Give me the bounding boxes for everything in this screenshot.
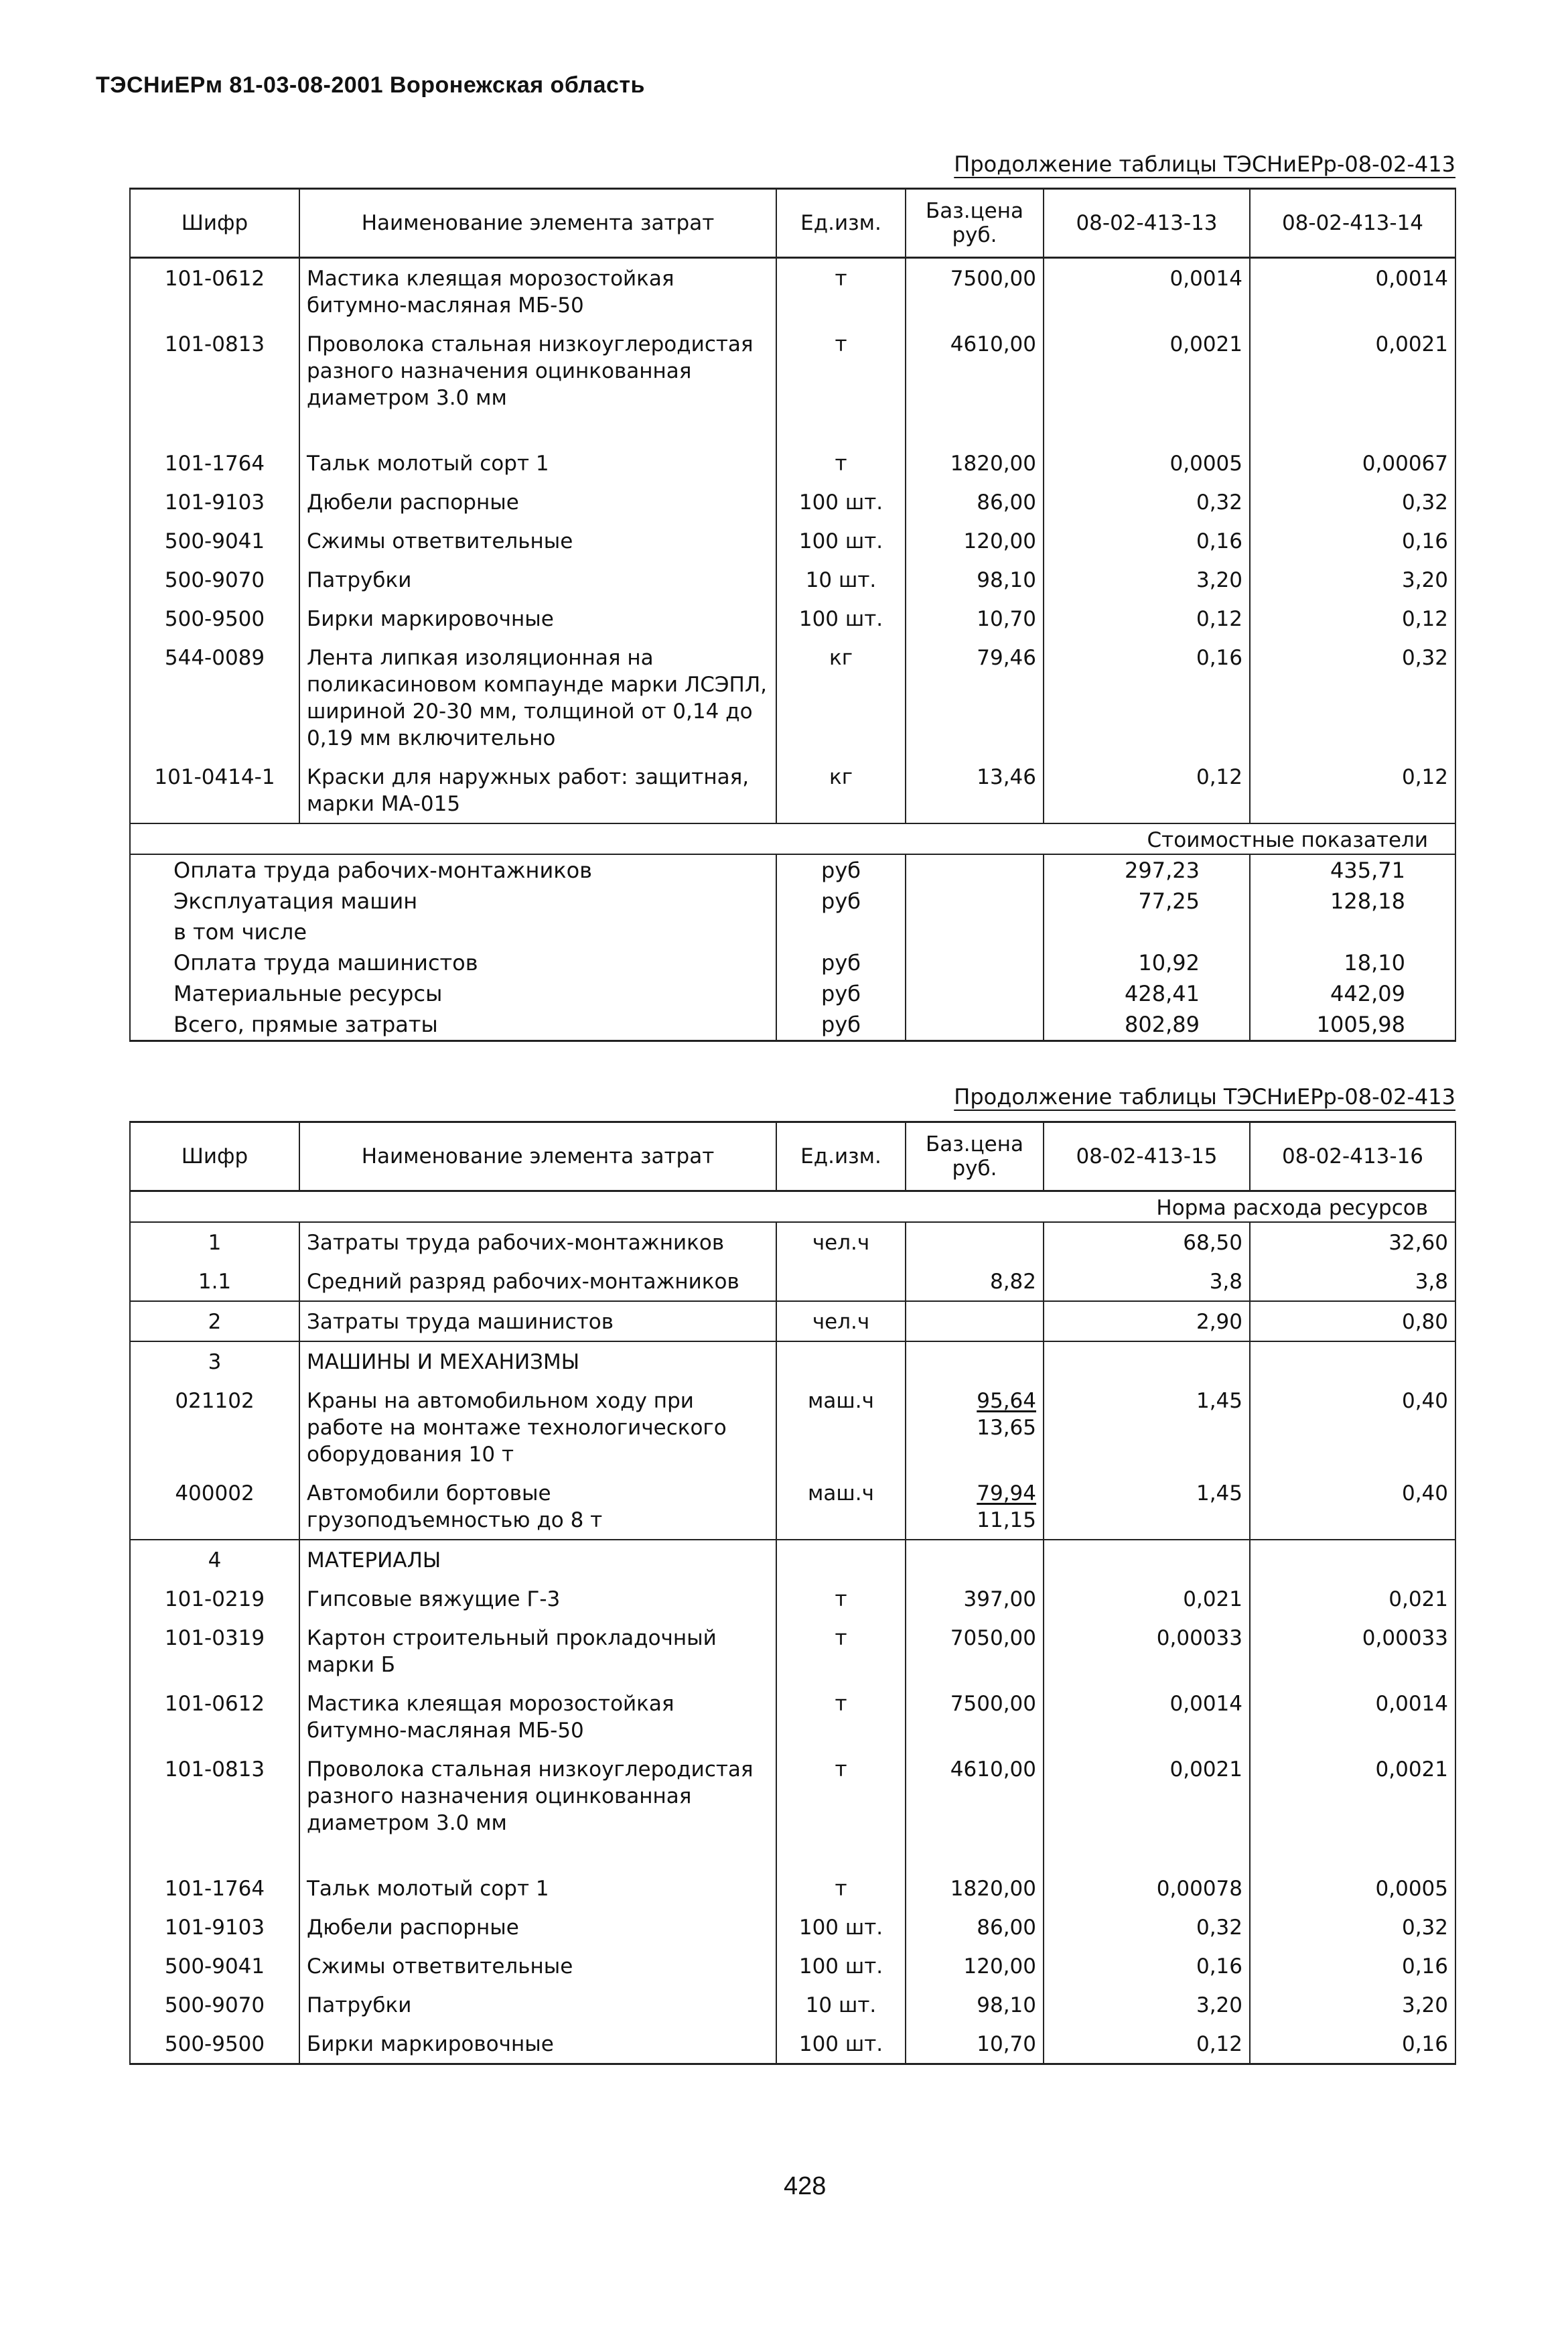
cost-caption: Стоимостные показатели bbox=[130, 823, 1455, 854]
section-title: МАТЕРИАЛЫ bbox=[299, 1540, 776, 1579]
cost-unit: руб bbox=[776, 854, 906, 886]
row-price: 7500,00 bbox=[906, 258, 1044, 325]
cost-price-empty bbox=[906, 854, 1044, 886]
price-header-line1: Баз.цена bbox=[925, 1132, 1024, 1156]
row-code: 2 bbox=[130, 1301, 299, 1341]
row-code: 101-1764 bbox=[130, 1869, 299, 1908]
row-price bbox=[906, 1341, 1044, 1381]
row-unit: кг bbox=[776, 757, 906, 823]
row-value-13: 0,16 bbox=[1044, 521, 1250, 560]
document-header: ТЭСНиЕРм 81-03-08-2001 Воронежская область bbox=[96, 72, 645, 98]
row-price: 397,00 bbox=[906, 1579, 1044, 1618]
row-name: Тальк молотый сорт 1 bbox=[299, 1869, 776, 1908]
row-code: 101-0319 bbox=[130, 1618, 299, 1684]
row-value-15: 0,0021 bbox=[1044, 1749, 1250, 1869]
price-total: 79,94 bbox=[977, 1481, 1036, 1506]
row-value-14: 0,32 bbox=[1250, 638, 1455, 757]
row-code: 544-0089 bbox=[130, 638, 299, 757]
row-price: 4610,00 bbox=[906, 1749, 1044, 1869]
row-name: Средний разряд рабочих-монтажников bbox=[299, 1262, 776, 1301]
price-total: 95,64 bbox=[977, 1389, 1036, 1413]
row-value-16: 0,40 bbox=[1250, 1473, 1455, 1540]
cost-unit: руб bbox=[776, 1009, 906, 1041]
price-header-line1: Баз.цена bbox=[925, 199, 1024, 223]
table-row bbox=[130, 1618, 1455, 1684]
table-row bbox=[130, 1749, 1455, 1869]
row-name: Картон строительный прокладочный марки Б bbox=[299, 1618, 776, 1684]
row-value-16: 0,0014 bbox=[1250, 1684, 1455, 1749]
cost-price-empty bbox=[906, 1009, 1044, 1041]
table-header-row bbox=[130, 189, 1455, 258]
row-price: 1820,00 bbox=[906, 1869, 1044, 1908]
row-name: Дюбели распорные bbox=[299, 482, 776, 521]
row-price: 120,00 bbox=[906, 1946, 1044, 1985]
row-code: 500-9070 bbox=[130, 560, 299, 599]
table-row bbox=[130, 324, 1455, 444]
table-row bbox=[130, 444, 1455, 482]
table-row bbox=[130, 757, 1455, 823]
cost-price-empty bbox=[906, 947, 1044, 978]
cost-label: Оплата труда рабочих-монтажников bbox=[130, 854, 776, 886]
row-price: 10,70 bbox=[906, 2024, 1044, 2064]
row-value-15: 1,45 bbox=[1044, 1381, 1250, 1473]
row-value-14: 0,00067 bbox=[1250, 444, 1455, 482]
row-unit: 100 шт. bbox=[776, 521, 906, 560]
row-value-16: 0,0005 bbox=[1250, 1869, 1455, 1908]
row-name: Проволока стальная низкоуглеродистая разного назначения оцинкованная диаметром 3.0 мм bbox=[299, 324, 776, 444]
row-price bbox=[906, 1381, 1044, 1473]
row-unit: 10 шт. bbox=[776, 1985, 906, 2024]
cost-unit bbox=[776, 917, 906, 947]
row-value-16 bbox=[1250, 1341, 1455, 1381]
row-name: Сжимы ответвительные bbox=[299, 521, 776, 560]
cost-price-empty bbox=[906, 978, 1044, 1009]
cost-value-13: 428,41 bbox=[1044, 978, 1250, 1009]
price-wage: 13,65 bbox=[977, 1416, 1036, 1440]
row-value-16: 0,0021 bbox=[1250, 1749, 1455, 1869]
row-code: 500-9500 bbox=[130, 599, 299, 638]
row-value-14: 0,16 bbox=[1250, 521, 1455, 560]
cost-row bbox=[130, 917, 1455, 947]
row-unit: чел.ч bbox=[776, 1301, 906, 1341]
row-value-13: 3,20 bbox=[1044, 560, 1250, 599]
row-price: 7500,00 bbox=[906, 1684, 1044, 1749]
row-code: 400002 bbox=[130, 1473, 299, 1540]
row-value-13: 0,0014 bbox=[1044, 258, 1250, 325]
row-price: 4610,00 bbox=[906, 324, 1044, 444]
cost-value-14: 435,71 bbox=[1250, 854, 1455, 886]
row-unit: т bbox=[776, 258, 906, 325]
table-row bbox=[130, 1579, 1455, 1618]
table-row bbox=[130, 1908, 1455, 1946]
cost-value-14: 1005,98 bbox=[1250, 1009, 1455, 1041]
table-row bbox=[130, 2024, 1455, 2064]
row-code: 101-0813 bbox=[130, 324, 299, 444]
resource-table-2 bbox=[129, 1121, 1456, 2065]
cost-unit: руб bbox=[776, 947, 906, 978]
row-unit bbox=[776, 1341, 906, 1381]
row-code: 500-9070 bbox=[130, 1985, 299, 2024]
row-name: Мастика клеящая морозостойкая битумно-масляная МБ-50 bbox=[299, 258, 776, 325]
cost-value-13: 802,89 bbox=[1044, 1009, 1250, 1041]
row-unit: т bbox=[776, 1579, 906, 1618]
row-name: Бирки маркировочные bbox=[299, 599, 776, 638]
norm-caption: Норма расхода ресурсов bbox=[130, 1191, 1455, 1223]
row-price: 98,10 bbox=[906, 1985, 1044, 2024]
column-header-price bbox=[906, 1122, 1044, 1191]
row-unit: т bbox=[776, 1869, 906, 1908]
row-unit: 100 шт. bbox=[776, 482, 906, 521]
cost-label: Материальные ресурсы bbox=[130, 978, 776, 1009]
row-price bbox=[906, 1301, 1044, 1341]
row-code: 101-0414-1 bbox=[130, 757, 299, 823]
row-code: 101-1764 bbox=[130, 444, 299, 482]
row-value-16: 0,00033 bbox=[1250, 1618, 1455, 1684]
column-header-code: Шифр bbox=[130, 1122, 299, 1191]
cost-price-empty bbox=[906, 917, 1044, 947]
row-name: Сжимы ответвительные bbox=[299, 1946, 776, 1985]
row-unit: 100 шт. bbox=[776, 1946, 906, 1985]
row-value-14: 3,20 bbox=[1250, 560, 1455, 599]
section-title: МАШИНЫ И МЕХАНИЗМЫ bbox=[299, 1341, 776, 1381]
section-caption-row bbox=[130, 823, 1455, 854]
row-value-16: 0,32 bbox=[1250, 1908, 1455, 1946]
table-row bbox=[130, 258, 1455, 325]
row-price: 10,70 bbox=[906, 599, 1044, 638]
row-value-15: 3,8 bbox=[1044, 1262, 1250, 1301]
row-value-15: 2,90 bbox=[1044, 1301, 1250, 1341]
column-header-14: 08-02-413-14 bbox=[1250, 189, 1455, 258]
row-value-16: 0,021 bbox=[1250, 1579, 1455, 1618]
row-unit: т bbox=[776, 324, 906, 444]
table-caption: Продолжение таблицы ТЭСНиЕРр-08-02-413 bbox=[954, 151, 1455, 177]
row-value-15: 0,00078 bbox=[1044, 1869, 1250, 1908]
row-value-14: 0,32 bbox=[1250, 482, 1455, 521]
column-header-13: 08-02-413-13 bbox=[1044, 189, 1250, 258]
row-name: Лента липкая изоляционная на поликасиновом компаунде марки ЛСЭПЛ, шириной 20-30 мм, толщиной от 0,14 до 0,19 мм включительно bbox=[299, 638, 776, 757]
cost-row bbox=[130, 854, 1455, 886]
table-header-row bbox=[130, 1122, 1455, 1191]
cost-row bbox=[130, 886, 1455, 917]
row-unit: 10 шт. bbox=[776, 560, 906, 599]
column-header-15: 08-02-413-15 bbox=[1044, 1122, 1250, 1191]
cost-value-13: 10,92 bbox=[1044, 947, 1250, 978]
column-header-price bbox=[906, 189, 1044, 258]
row-value-15 bbox=[1044, 1341, 1250, 1381]
row-value-13: 0,0021 bbox=[1044, 324, 1250, 444]
cost-label: Всего, прямые затраты bbox=[130, 1009, 776, 1041]
cost-row bbox=[130, 1009, 1455, 1041]
row-unit: маш.ч bbox=[776, 1473, 906, 1540]
cost-value-14: 442,09 bbox=[1250, 978, 1455, 1009]
row-name: Проволока стальная низкоуглеродистая разного назначения оцинкованная диаметром 3.0 мм bbox=[299, 1749, 776, 1869]
table-row bbox=[130, 1381, 1455, 1473]
page-number: 428 bbox=[784, 2172, 827, 2200]
row-unit bbox=[776, 1540, 906, 1579]
row-price: 86,00 bbox=[906, 1908, 1044, 1946]
row-code: 1.1 bbox=[130, 1262, 299, 1301]
row-price: 86,00 bbox=[906, 482, 1044, 521]
resource-table-1 bbox=[129, 188, 1456, 1042]
row-name: Тальк молотый сорт 1 bbox=[299, 444, 776, 482]
row-code: 500-9500 bbox=[130, 2024, 299, 2064]
column-header-unit: Ед.изм. bbox=[776, 1122, 906, 1191]
row-value-13: 0,12 bbox=[1044, 757, 1250, 823]
cost-value-14: 128,18 bbox=[1250, 886, 1455, 917]
row-value-15: 0,021 bbox=[1044, 1579, 1250, 1618]
column-header-name: Наименование элемента затрат bbox=[299, 189, 776, 258]
row-price: 1820,00 bbox=[906, 444, 1044, 482]
table-row bbox=[130, 1262, 1455, 1301]
row-value-14: 0,0014 bbox=[1250, 258, 1455, 325]
row-unit: 100 шт. bbox=[776, 2024, 906, 2064]
table-row bbox=[130, 560, 1455, 599]
cost-value-13: 77,25 bbox=[1044, 886, 1250, 917]
cost-label: в том числе bbox=[130, 917, 776, 947]
table-row bbox=[130, 1985, 1455, 2024]
row-value-15: 0,32 bbox=[1044, 1908, 1250, 1946]
row-name: Бирки маркировочные bbox=[299, 2024, 776, 2064]
row-value-14: 0,12 bbox=[1250, 599, 1455, 638]
row-price: 7050,00 bbox=[906, 1618, 1044, 1684]
row-code: 101-9103 bbox=[130, 482, 299, 521]
row-code: 3 bbox=[130, 1341, 299, 1381]
column-header-code: Шифр bbox=[130, 189, 299, 258]
row-unit: т bbox=[776, 444, 906, 482]
row-code: 500-9041 bbox=[130, 521, 299, 560]
section-caption-row bbox=[130, 1191, 1455, 1223]
row-name: Патрубки bbox=[299, 1985, 776, 2024]
cost-value-13: 297,23 bbox=[1044, 854, 1250, 886]
section-row bbox=[130, 1341, 1455, 1381]
row-code: 021102 bbox=[130, 1381, 299, 1473]
table-row bbox=[130, 1222, 1455, 1262]
row-unit: кг bbox=[776, 638, 906, 757]
row-value-16: 0,80 bbox=[1250, 1301, 1455, 1341]
cost-value-13 bbox=[1044, 917, 1250, 947]
row-value-13: 0,12 bbox=[1044, 599, 1250, 638]
table-row bbox=[130, 482, 1455, 521]
row-value-16: 0,16 bbox=[1250, 2024, 1455, 2064]
row-value-15: 68,50 bbox=[1044, 1222, 1250, 1262]
row-value-14: 0,0021 bbox=[1250, 324, 1455, 444]
row-value-16 bbox=[1250, 1540, 1455, 1579]
column-header-unit: Ед.изм. bbox=[776, 189, 906, 258]
row-value-13: 0,32 bbox=[1044, 482, 1250, 521]
row-price: 120,00 bbox=[906, 521, 1044, 560]
row-value-15: 0,00033 bbox=[1044, 1618, 1250, 1684]
table-caption: Продолжение таблицы ТЭСНиЕРр-08-02-413 bbox=[954, 1084, 1455, 1110]
column-header-name: Наименование элемента затрат bbox=[299, 1122, 776, 1191]
row-value-15: 0,12 bbox=[1044, 2024, 1250, 2064]
row-name: Дюбели распорные bbox=[299, 1908, 776, 1946]
row-code: 101-0219 bbox=[130, 1579, 299, 1618]
row-price: 98,10 bbox=[906, 560, 1044, 599]
row-code: 1 bbox=[130, 1222, 299, 1262]
cost-label: Эксплуатация машин bbox=[130, 886, 776, 917]
table-row bbox=[130, 599, 1455, 638]
row-unit: т bbox=[776, 1749, 906, 1869]
row-code: 500-9041 bbox=[130, 1946, 299, 1985]
price-header-line2: руб. bbox=[952, 1156, 997, 1181]
section-row bbox=[130, 1540, 1455, 1579]
table-row bbox=[130, 638, 1455, 757]
price-header-line2: руб. bbox=[952, 223, 997, 247]
row-name: Мастика клеящая морозостойкая битумно-масляная МБ-50 bbox=[299, 1684, 776, 1749]
cost-price-empty bbox=[906, 886, 1044, 917]
column-header-16: 08-02-413-16 bbox=[1250, 1122, 1455, 1191]
row-unit: т bbox=[776, 1618, 906, 1684]
row-unit: 100 шт. bbox=[776, 1908, 906, 1946]
row-price bbox=[906, 1222, 1044, 1262]
row-price bbox=[906, 1540, 1044, 1579]
row-value-16: 0,40 bbox=[1250, 1381, 1455, 1473]
row-name: Затраты труда рабочих-монтажников bbox=[299, 1222, 776, 1262]
row-name: Гипсовые вяжущие Г-3 bbox=[299, 1579, 776, 1618]
table-row bbox=[130, 1869, 1455, 1908]
cost-unit: руб bbox=[776, 886, 906, 917]
row-name: Краски для наружных работ: защитная, марки МА-015 bbox=[299, 757, 776, 823]
row-code: 101-0612 bbox=[130, 1684, 299, 1749]
row-value-13: 0,16 bbox=[1044, 638, 1250, 757]
row-value-15 bbox=[1044, 1540, 1250, 1579]
row-unit: 100 шт. bbox=[776, 599, 906, 638]
cost-row bbox=[130, 947, 1455, 978]
row-price: 8,82 bbox=[906, 1262, 1044, 1301]
table-row bbox=[130, 1301, 1455, 1341]
row-code: 101-0813 bbox=[130, 1749, 299, 1869]
row-value-15: 3,20 bbox=[1044, 1985, 1250, 2024]
row-unit bbox=[776, 1262, 906, 1301]
cost-value-14: 18,10 bbox=[1250, 947, 1455, 978]
row-value-16: 3,8 bbox=[1250, 1262, 1455, 1301]
row-value-16: 32,60 bbox=[1250, 1222, 1455, 1262]
table-row bbox=[130, 1946, 1455, 1985]
row-name: Патрубки bbox=[299, 560, 776, 599]
row-value-14: 0,12 bbox=[1250, 757, 1455, 823]
table-row bbox=[130, 1473, 1455, 1540]
table-row bbox=[130, 521, 1455, 560]
row-code: 101-0612 bbox=[130, 258, 299, 325]
row-price bbox=[906, 1473, 1044, 1540]
row-value-16: 3,20 bbox=[1250, 1985, 1455, 2024]
row-price: 13,46 bbox=[906, 757, 1044, 823]
table-row bbox=[130, 1684, 1455, 1749]
row-code: 101-9103 bbox=[130, 1908, 299, 1946]
cost-row bbox=[130, 978, 1455, 1009]
row-name: Затраты труда машинистов bbox=[299, 1301, 776, 1341]
row-code: 4 bbox=[130, 1540, 299, 1579]
row-value-16: 0,16 bbox=[1250, 1946, 1455, 1985]
row-value-15: 0,0014 bbox=[1044, 1684, 1250, 1749]
cost-value-14 bbox=[1250, 917, 1455, 947]
row-value-13: 0,0005 bbox=[1044, 444, 1250, 482]
row-price: 79,46 bbox=[906, 638, 1044, 757]
cost-label: Оплата труда машинистов bbox=[130, 947, 776, 978]
row-name: Краны на автомобильном ходу при работе на монтаже технологического оборудования 10 т bbox=[299, 1381, 776, 1473]
row-unit: маш.ч bbox=[776, 1381, 906, 1473]
row-value-15: 1,45 bbox=[1044, 1473, 1250, 1540]
row-name: Автомобили бортовые грузоподъемностью до 8 т bbox=[299, 1473, 776, 1540]
price-wage: 11,15 bbox=[977, 1508, 1036, 1532]
row-value-15: 0,16 bbox=[1044, 1946, 1250, 1985]
row-unit: чел.ч bbox=[776, 1222, 906, 1262]
row-unit: т bbox=[776, 1684, 906, 1749]
cost-unit: руб bbox=[776, 978, 906, 1009]
